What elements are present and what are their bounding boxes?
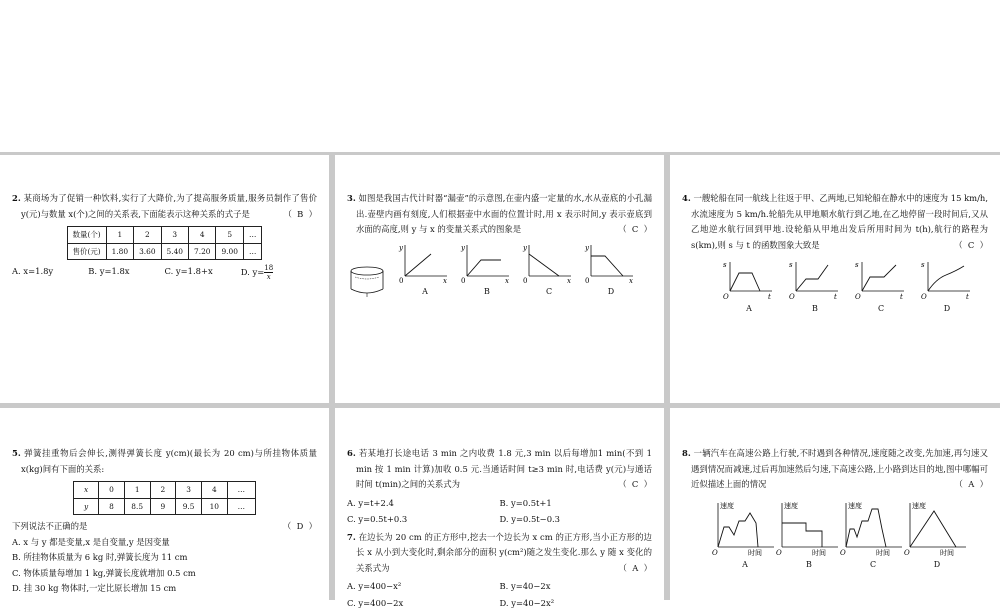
- axis-y-label: s: [921, 261, 925, 269]
- axis-x-label: x: [505, 277, 509, 285]
- table-row: [67, 227, 262, 244]
- origin-label: 0: [585, 277, 589, 285]
- axis-x-label: x: [443, 277, 447, 285]
- figure-label: C: [878, 301, 884, 317]
- graph-c: [854, 259, 908, 317]
- question-body: 一艘轮船在同一航线上往返于甲、乙两地,已知轮船在静水中的速度为 15 km/h,水流速度为 5 km/h.轮船先从甲地顺水航行到乙地,在乙地停留一段时间后,又从乙地逆水航行回到甲地.设轮船从甲地出发后所用时间为 t(h),航行的路程为 s(km),则 s 与 t 的函数图象大致是: [691, 193, 988, 250]
- table-cell: 10: [201, 498, 227, 515]
- axis-y-label: 速度: [848, 501, 862, 510]
- axis-y-label: y: [398, 244, 404, 252]
- question-body: 在边长为 20 cm 的正方形中,挖去一个边长为 x cm 的正方形,当小正方形的边长 x 从小到大变化时,剩余部分的面积 y(cm²)随之发生变化.那么 y 随 x 变化的关系式为: [356, 532, 652, 573]
- question-body: 弹簧挂重物后会伸长,测得弹簧长度 y(cm)(最长为 20 cm)与所挂物体质量 x(kg)间有下面的关系:: [21, 448, 317, 474]
- origin-label: 0: [461, 277, 465, 285]
- axis-y-label: 速度: [912, 501, 926, 510]
- answer-options: [12, 264, 317, 281]
- question-number: 5.: [12, 448, 21, 458]
- table-cell: y: [73, 498, 98, 515]
- graph-b-plot: [776, 499, 842, 557]
- table-cell: 8.5: [124, 498, 150, 515]
- figure-row: [682, 259, 988, 317]
- origin-label: 0: [399, 277, 403, 285]
- question-3-text: [347, 191, 652, 238]
- graph-a-plot: [399, 242, 451, 284]
- graph-a: [399, 242, 451, 300]
- question-6-7-panel: [335, 408, 664, 600]
- origin-label: O: [723, 293, 729, 301]
- figure-label: C: [870, 557, 876, 573]
- graph-b: [788, 259, 842, 317]
- question-number: 4.: [682, 193, 691, 203]
- graph-d: [585, 242, 637, 300]
- table-cell: 售价(元): [67, 243, 106, 260]
- question-number: 6.: [347, 448, 356, 458]
- figure-label: A: [746, 301, 752, 317]
- option-c: C. 物体质量每增加 1 kg,弹簧长度就增加 0.5 cm: [12, 566, 317, 582]
- table-row: [67, 243, 262, 260]
- origin-label: O: [789, 293, 795, 301]
- answer-bracket: （ D ）: [283, 519, 317, 535]
- axis-x-label: x: [629, 277, 633, 285]
- graph-c-plot: [840, 499, 906, 557]
- figure-label: C: [546, 284, 552, 300]
- table-cell: 2: [150, 482, 176, 499]
- table-cell: 3: [161, 227, 188, 244]
- axis-x-label: t: [768, 293, 771, 301]
- figure-label: D: [944, 301, 950, 317]
- option-c: C. y=1.8+x: [165, 264, 241, 281]
- graph-d-plot: [585, 242, 637, 284]
- answer-options: [347, 496, 652, 528]
- answer-bracket: （ A ）: [964, 477, 988, 493]
- table-row: [73, 482, 255, 499]
- figure-row: [347, 242, 652, 300]
- fraction: [264, 264, 273, 281]
- axis-x-label: 时间: [812, 548, 826, 557]
- table-cell: …: [243, 227, 261, 244]
- answer-bracket: （ A ）: [628, 561, 652, 577]
- question-2-panel: [0, 155, 329, 403]
- graph-d-plot: [920, 259, 974, 301]
- figure-label: A: [422, 284, 428, 300]
- answer-bracket: （ B ）: [292, 207, 317, 223]
- question-6-text: [347, 446, 652, 493]
- question-number: 3.: [347, 193, 356, 203]
- question-8-panel: [670, 408, 1000, 600]
- option-d: D. y=0.5t−0.3: [500, 512, 653, 528]
- graph-b: [776, 499, 842, 573]
- table-cell: 1.80: [106, 243, 133, 260]
- question-3-panel: [335, 155, 664, 403]
- figure-label: B: [806, 557, 812, 573]
- question-4-panel: [670, 155, 1000, 403]
- figure-label: B: [484, 284, 490, 300]
- table-cell: …: [227, 482, 255, 499]
- table-cell: 9.00: [216, 243, 243, 260]
- axis-x-label: 时间: [876, 548, 890, 557]
- graph-b-plot: [788, 259, 842, 301]
- option-a: A. y=400−x²: [347, 579, 500, 595]
- figure-label: D: [934, 557, 940, 573]
- graph-a: [712, 499, 778, 573]
- origin-label: O: [855, 293, 861, 301]
- graph-d: [904, 499, 970, 573]
- table-cell: 3: [176, 482, 202, 499]
- graph-c-plot: [523, 242, 575, 284]
- graph-b: [461, 242, 513, 300]
- graph-a: [722, 259, 776, 317]
- origin-label: O: [840, 549, 846, 557]
- answer-bracket: （ C ）: [627, 222, 652, 238]
- table-cell: 5.40: [161, 243, 188, 260]
- axis-x-label: t: [966, 293, 969, 301]
- table-cell: 1: [106, 227, 133, 244]
- table-cell: 4: [201, 482, 227, 499]
- table-cell: 3.60: [134, 243, 161, 260]
- question-7-text: [347, 530, 652, 577]
- origin-label: O: [712, 549, 718, 557]
- axis-y-label: 速度: [784, 501, 798, 510]
- answer-bracket: （ C ）: [963, 238, 988, 254]
- question-body: 若某地打长途电话 3 min 之内收费 1.8 元,3 min 以后每增加1 min(不到 1 min 按 1 min 计算)加收 0.5 元.当通话时间 t≥3 min 时,电话费 y(元)与通话时间 t(min)之间的关系式为: [356, 448, 652, 489]
- answer-bracket: （ C ）: [627, 477, 652, 493]
- axis-x-label: 时间: [940, 548, 954, 557]
- axis-y-label: s: [723, 261, 727, 269]
- table-cell: 9: [150, 498, 176, 515]
- option-c: C. y=400−2x: [347, 596, 500, 611]
- table-row: [73, 498, 255, 515]
- question-5-prompt: [12, 519, 317, 535]
- table-cell: 4: [189, 227, 216, 244]
- option-d: [241, 264, 317, 281]
- option-b: B. 所挂物体质量为 6 kg 时,弹簧长度为 11 cm: [12, 550, 317, 566]
- answer-options: [347, 579, 652, 611]
- table-cell: 数量(个): [67, 227, 106, 244]
- figure-label: A: [742, 557, 748, 573]
- axis-y-label: y: [460, 244, 466, 252]
- table-cell: x: [73, 482, 98, 499]
- question-body: 某商场为了促销一种饮料,实行了大降价,为了提高服务质量,服务员制作了售价 y(元)与数量 x(个)之间的关系表,下面能表示这种关系的式子是: [21, 193, 317, 219]
- graph-a-plot: [712, 499, 778, 557]
- axis-y-label: s: [855, 261, 859, 269]
- question-4-text: [682, 191, 988, 253]
- question-8-text: [682, 446, 988, 493]
- option-a: A. x=1.8y: [12, 264, 88, 281]
- option-d: D. 挂 30 kg 物体时,一定比原长增加 15 cm: [12, 581, 317, 597]
- graph-c: [840, 499, 906, 573]
- table-cell: 5: [216, 227, 243, 244]
- axis-y-label: y: [584, 244, 590, 252]
- price-table: [67, 226, 263, 260]
- table-cell: 0: [99, 482, 125, 499]
- option-b: B. y=1.8x: [88, 264, 164, 281]
- water-clock-icon: [347, 259, 393, 299]
- axis-y-label: y: [522, 244, 528, 252]
- question-body: 一辆汽车在高速公路上行驶,不时遇到各种情况,速度随之改变,先加速,再匀速又遇到情况而减速,过后再加速然后匀速,下高速公路,上小路到达目的地,图中哪幅可近似描述上面的情况: [691, 448, 988, 489]
- question-5-text: [12, 446, 317, 477]
- axis-x-label: t: [834, 293, 837, 301]
- figure-row: [682, 499, 988, 573]
- table-cell: …: [243, 243, 261, 260]
- origin-label: 0: [523, 277, 527, 285]
- axis-x-label: 时间: [748, 548, 762, 557]
- graph-c-plot: [854, 259, 908, 301]
- axis-x-label: t: [900, 293, 903, 301]
- fraction-denominator: x: [264, 273, 273, 281]
- option-c: C. y=0.5t+0.3: [347, 512, 500, 528]
- table-cell: 2: [134, 227, 161, 244]
- table-cell: …: [227, 498, 255, 515]
- graph-b-plot: [461, 242, 513, 284]
- graph-d: [920, 259, 974, 317]
- axis-y-label: 速度: [720, 501, 734, 510]
- question-number: 7.: [347, 532, 356, 542]
- question-5-panel: [0, 408, 329, 600]
- figure-label: B: [812, 301, 818, 317]
- origin-label: O: [921, 293, 927, 301]
- option-d-label: D. y=: [241, 267, 265, 277]
- graph-a-plot: [722, 259, 776, 301]
- origin-label: O: [776, 549, 782, 557]
- graph-d-plot: [904, 499, 970, 557]
- option-a: A. y=t+2.4: [347, 496, 500, 512]
- graph-c: [523, 242, 575, 300]
- option-b: B. y=0.5t+1: [500, 496, 653, 512]
- spring-table: [73, 481, 256, 515]
- option-d: D. y=40−2x²: [500, 596, 653, 611]
- axis-y-label: s: [789, 261, 793, 269]
- question-body: 如图是我国古代计时器“漏壶”的示意图,在壶内盛一定量的水,水从壶底的小孔漏出.壶壁内画有刻度,人们根据壶中水面的位置计时,用 x 表示时间,y 表示壶底到水面的高度,则 y 与 x 的变量关系式的图象是: [356, 193, 652, 234]
- table-cell: 9.5: [176, 498, 202, 515]
- axis-x-label: x: [567, 277, 571, 285]
- question-number: 8.: [682, 448, 691, 458]
- question-2-text: [12, 191, 317, 222]
- question-number: 2.: [12, 193, 21, 203]
- origin-label: O: [904, 549, 910, 557]
- question-prompt: 下列说法不正确的是: [12, 521, 87, 531]
- table-cell: 7.20: [189, 243, 216, 260]
- blank-header-area: [0, 0, 1000, 152]
- table-cell: 8: [99, 498, 125, 515]
- fraction-numerator: 18: [264, 264, 273, 273]
- option-a: A. x 与 y 都是变量,x 是自变量,y 是因变量: [12, 535, 317, 551]
- figure-label: D: [608, 284, 614, 300]
- table-cell: 1: [124, 482, 150, 499]
- option-b: B. y=40−2x: [500, 579, 653, 595]
